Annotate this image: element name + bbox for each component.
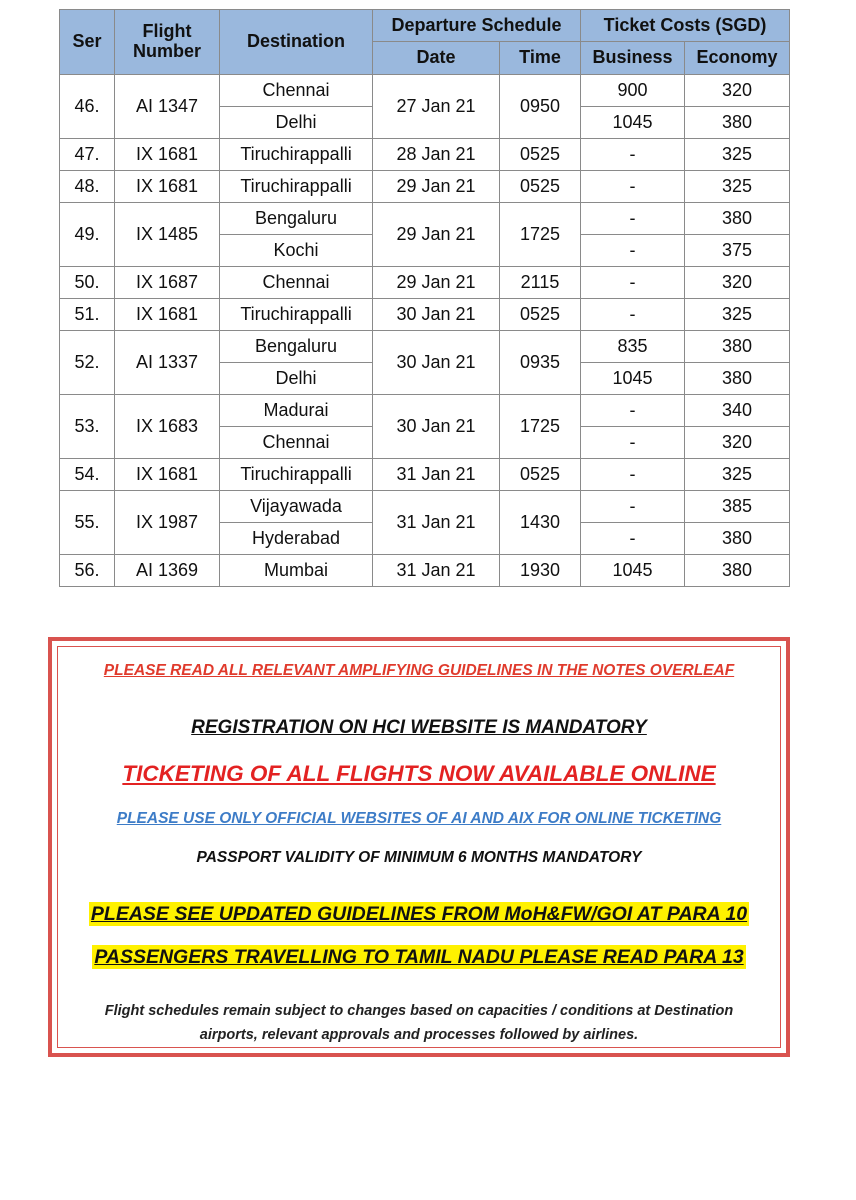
cell-economy: 325: [685, 299, 790, 331]
cell-economy: 320: [685, 75, 790, 107]
cell-economy: 375: [685, 235, 790, 267]
cell-ser: 56.: [60, 555, 115, 587]
cell-flight-number: AI 1347: [115, 75, 220, 139]
cell-flight-number: AI 1337: [115, 331, 220, 395]
notice-tamil-nadu: PASSENGERS TRAVELLING TO TAMIL NADU PLEASE READ PARA 13: [94, 946, 744, 968]
cell-time: 1930: [500, 555, 581, 587]
cell-destination: Chennai: [220, 427, 373, 459]
cell-flight-number: IX 1687: [115, 267, 220, 299]
cell-economy: 325: [685, 171, 790, 203]
cell-flight-number: IX 1485: [115, 203, 220, 267]
cell-date: 31 Jan 21: [373, 491, 500, 555]
cell-time: 0935: [500, 331, 581, 395]
cell-time: 0525: [500, 459, 581, 491]
table-row: [60, 75, 790, 107]
flight-schedule-table: [59, 9, 790, 587]
cell-business: -: [581, 171, 685, 203]
cell-business: -: [581, 235, 685, 267]
cell-date: 29 Jan 21: [373, 171, 500, 203]
cell-time: 0950: [500, 75, 581, 139]
cell-date: 28 Jan 21: [373, 139, 500, 171]
header-time: Time: [500, 42, 581, 75]
cell-destination: Delhi: [220, 363, 373, 395]
cell-destination: Chennai: [220, 267, 373, 299]
cell-destination: Tiruchirappalli: [220, 459, 373, 491]
cell-destination: Tiruchirappalli: [220, 139, 373, 171]
cell-economy: 320: [685, 267, 790, 299]
table-row: [60, 299, 790, 331]
cell-economy: 380: [685, 107, 790, 139]
cell-flight-number: IX 1681: [115, 171, 220, 203]
notice-inner-border: [57, 646, 781, 1048]
table-row: [60, 491, 790, 523]
cell-flight-number: AI 1369: [115, 555, 220, 587]
cell-destination: Tiruchirappalli: [220, 299, 373, 331]
cell-ser: 55.: [60, 491, 115, 555]
cell-destination: Kochi: [220, 235, 373, 267]
notice-passport: PASSPORT VALIDITY OF MINIMUM 6 MONTHS MANDATORY: [196, 849, 642, 866]
cell-ser: 48.: [60, 171, 115, 203]
cell-flight-number: IX 1681: [115, 299, 220, 331]
cell-destination: Bengaluru: [220, 331, 373, 363]
table-row: [60, 267, 790, 299]
cell-ser: 46.: [60, 75, 115, 139]
notice-tamil-nadu-line: [58, 946, 780, 969]
cell-business: -: [581, 267, 685, 299]
cell-date: 29 Jan 21: [373, 203, 500, 267]
cell-time: 1430: [500, 491, 581, 555]
cell-ser: 51.: [60, 299, 115, 331]
cell-time: 0525: [500, 171, 581, 203]
cell-destination: Delhi: [220, 107, 373, 139]
notice-official-websites: PLEASE USE ONLY OFFICIAL WEBSITES OF AI AND AIX FOR ONLINE TICKETING: [116, 810, 722, 827]
table-row: [60, 395, 790, 427]
cell-ser: 47.: [60, 139, 115, 171]
table-row: [60, 171, 790, 203]
cell-time: 0525: [500, 139, 581, 171]
table-row: [60, 203, 790, 235]
cell-destination: Bengaluru: [220, 203, 373, 235]
table-row: [60, 139, 790, 171]
cell-economy: 340: [685, 395, 790, 427]
header-economy: Economy: [685, 42, 790, 75]
table-body: [60, 75, 790, 587]
cell-economy: 380: [685, 555, 790, 587]
table-row: [60, 555, 790, 587]
cell-date: 29 Jan 21: [373, 267, 500, 299]
cell-business: -: [581, 395, 685, 427]
cell-business: -: [581, 427, 685, 459]
table-header: [60, 10, 790, 75]
cell-economy: 385: [685, 491, 790, 523]
cell-date: 31 Jan 21: [373, 459, 500, 491]
cell-business: 1045: [581, 555, 685, 587]
cell-economy: 380: [685, 203, 790, 235]
cell-ser: 49.: [60, 203, 115, 267]
cell-destination: Madurai: [220, 395, 373, 427]
cell-destination: Hyderabad: [220, 523, 373, 555]
table-row: [60, 459, 790, 491]
notice-updated-guidelines-line: [58, 903, 780, 926]
cell-destination: Mumbai: [220, 555, 373, 587]
cell-ser: 53.: [60, 395, 115, 459]
cell-flight-number: IX 1681: [115, 139, 220, 171]
cell-business: -: [581, 203, 685, 235]
cell-date: 31 Jan 21: [373, 555, 500, 587]
cell-business: -: [581, 299, 685, 331]
cell-business: 1045: [581, 363, 685, 395]
cell-destination: Vijayawada: [220, 491, 373, 523]
cell-business: 835: [581, 331, 685, 363]
notice-disclaimer: Flight schedules remain subject to changes based on capacities / conditions at Destination airports, relevant approvals and processes followed by airlines.: [104, 1003, 734, 1043]
cell-flight-number: IX 1987: [115, 491, 220, 555]
cell-economy: 325: [685, 459, 790, 491]
cell-business: -: [581, 459, 685, 491]
header-ticket-costs: Ticket Costs (SGD): [581, 10, 790, 42]
cell-economy: 325: [685, 139, 790, 171]
header-ser: Ser: [60, 10, 115, 75]
cell-destination: Chennai: [220, 75, 373, 107]
header-date: Date: [373, 42, 500, 75]
cell-business: 900: [581, 75, 685, 107]
cell-business: -: [581, 139, 685, 171]
header-flight-number: Flight Number: [115, 10, 220, 75]
header-departure-schedule: Departure Schedule: [373, 10, 581, 42]
header-destination: Destination: [220, 10, 373, 75]
notice-ticketing: TICKETING OF ALL FLIGHTS NOW AVAILABLE ONLINE: [122, 761, 716, 786]
cell-time: 2115: [500, 267, 581, 299]
header-business: Business: [581, 42, 685, 75]
cell-date: 30 Jan 21: [373, 299, 500, 331]
cell-ser: 54.: [60, 459, 115, 491]
notice-registration: REGISTRATION ON HCI WEBSITE IS MANDATORY: [191, 717, 647, 738]
cell-economy: 380: [685, 523, 790, 555]
cell-economy: 320: [685, 427, 790, 459]
cell-business: -: [581, 491, 685, 523]
cell-date: 30 Jan 21: [373, 331, 500, 395]
cell-economy: 380: [685, 331, 790, 363]
cell-date: 30 Jan 21: [373, 395, 500, 459]
cell-business: -: [581, 523, 685, 555]
cell-flight-number: IX 1683: [115, 395, 220, 459]
notice-read-guidelines: PLEASE READ ALL RELEVANT AMPLIFYING GUIDELINES IN THE NOTES OVERLEAF: [103, 662, 735, 679]
cell-time: 1725: [500, 395, 581, 459]
cell-economy: 380: [685, 363, 790, 395]
notice-box: [48, 637, 790, 1057]
cell-business: 1045: [581, 107, 685, 139]
cell-time: 1725: [500, 203, 581, 267]
cell-destination: Tiruchirappalli: [220, 171, 373, 203]
cell-date: 27 Jan 21: [373, 75, 500, 139]
cell-time: 0525: [500, 299, 581, 331]
cell-ser: 50.: [60, 267, 115, 299]
notice-updated-guidelines: PLEASE SEE UPDATED GUIDELINES FROM MoH&FW/GOI AT PARA 10: [90, 903, 748, 925]
table-row: [60, 331, 790, 363]
cell-flight-number: IX 1681: [115, 459, 220, 491]
cell-ser: 52.: [60, 331, 115, 395]
